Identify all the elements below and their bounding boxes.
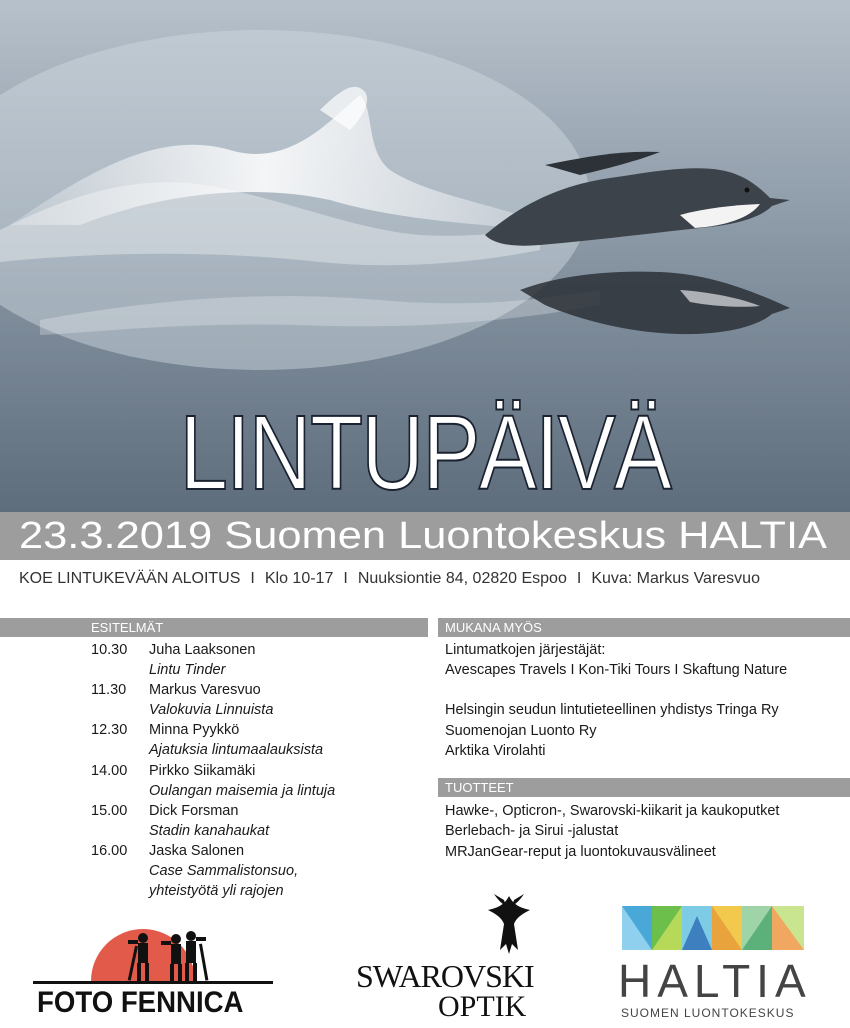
program-time: 16.00 xyxy=(91,843,128,859)
organizers-label: Lintumatkojen järjestäjät: xyxy=(445,642,606,658)
organizers-list: Avescapes Travels I Kon-Tiki Tours I Skaftung Nature xyxy=(445,662,788,678)
program-speaker: Juha Laaksonen xyxy=(149,642,256,658)
program-time: 10.30 xyxy=(91,642,128,658)
program-topic: Lintu Tinder xyxy=(149,662,226,678)
program-header-label: ESITELMÄT xyxy=(91,620,164,635)
address: Nuuksiontie 84, 02820 Espoo xyxy=(357,570,567,587)
product-item: Berlebach- ja Sirui -jalustat xyxy=(445,823,619,839)
program-time: 11.30 xyxy=(91,682,127,698)
tuotteet-header-label: TUOTTEET xyxy=(445,780,514,795)
program-topic: Stadin kanahaukat xyxy=(149,823,270,839)
haltia-mosaic-icon xyxy=(622,906,804,950)
program-speaker: Jaska Salonen xyxy=(149,843,245,859)
event-title: LINTUPÄIVÄ xyxy=(179,394,671,512)
mukana-header-label: MUKANA MYÖS xyxy=(445,620,542,635)
program-topic: Case Sammalistonsuo, xyxy=(149,863,299,879)
swarovski-optik-logo xyxy=(352,888,542,1023)
opening-hours: Klo 10-17 xyxy=(264,570,334,587)
program-topic-continued: yhteistyötä yli rajojen xyxy=(149,883,284,899)
program-speaker: Minna Pyykkö xyxy=(149,722,240,738)
program-time: 12.30 xyxy=(91,722,128,738)
other-partner: Helsingin seudun lintutieteellinen yhdistys Tringa Ry xyxy=(445,702,779,718)
slogan: KOE LINTUKEVÄÄN ALOITUS xyxy=(19,570,241,587)
haltia-logo xyxy=(618,906,818,1024)
swarovski-text: SWAROVSKI xyxy=(356,958,534,994)
info-line xyxy=(19,570,760,588)
date-location-banner xyxy=(0,512,850,560)
foto-fennica-text: FOTO FENNICA xyxy=(37,986,244,1019)
product-item: MRJanGear-reput ja luontokuvausvälineet xyxy=(445,844,716,860)
program-speaker: Pirkko Siikamäki xyxy=(149,763,256,779)
separator: I xyxy=(343,570,348,587)
separator: I xyxy=(250,570,255,587)
tuotteet-header xyxy=(438,778,850,797)
hawk-icon xyxy=(474,888,544,958)
other-partner: Suomenojan Luonto Ry xyxy=(445,723,597,739)
program-topic: Oulangan maisemia ja lintuja xyxy=(149,783,336,799)
program-speaker: Dick Forsman xyxy=(149,803,239,819)
optik-text: OPTIK xyxy=(438,990,527,1023)
banner-text: 23.3.2019 Suomen Luontokeskus HALTIA xyxy=(19,515,827,557)
photo-credit: Kuva: Markus Varesvuo xyxy=(591,570,760,587)
separator: I xyxy=(576,570,582,587)
program-topic: Ajatuksia lintumaalauksista xyxy=(149,742,324,758)
hero-photo xyxy=(0,0,850,512)
haltia-subtitle: SUOMEN LUONTOKESKUS xyxy=(621,1006,795,1020)
haltia-text: HALTIA xyxy=(618,955,812,1007)
product-item: Hawke-, Opticron-, Swarovski-kiikarit ja kaukoputket xyxy=(445,803,780,819)
other-partner: Arktika Virolahti xyxy=(445,743,546,759)
mukana-header xyxy=(438,618,850,637)
program-time: 15.00 xyxy=(91,803,128,819)
program-header xyxy=(0,618,428,637)
program-topic: Valokuvia Linnuista xyxy=(149,702,274,718)
program-time: 14.00 xyxy=(91,763,128,779)
foto-fennica-logo xyxy=(33,926,273,1021)
program-speaker: Markus Varesvuo xyxy=(149,682,261,698)
